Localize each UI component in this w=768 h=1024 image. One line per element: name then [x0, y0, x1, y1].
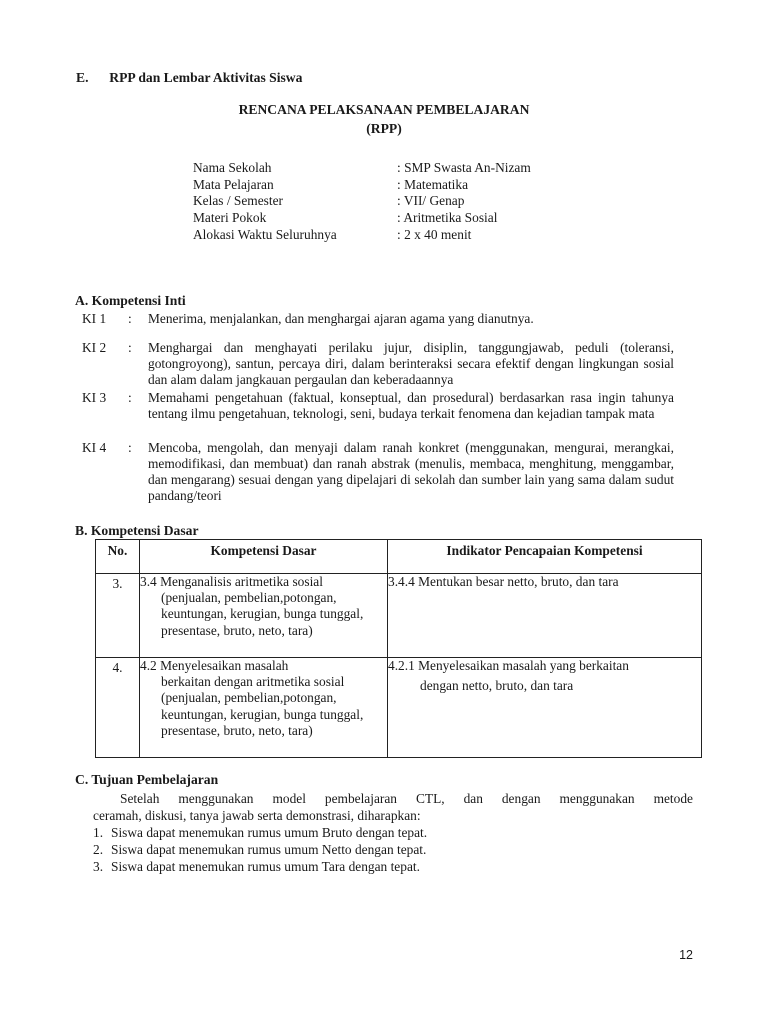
row-number: 3. — [96, 574, 140, 658]
kd-cell — [140, 574, 388, 658]
goal-number: 3. — [93, 859, 104, 874]
ki-code: KI 3 — [82, 390, 107, 405]
header-indikator: Indikator Pencapaian Kompetensi — [388, 540, 702, 574]
identity-value: : 2 x 40 menit — [397, 227, 472, 242]
goal-text: Siswa dapat menemukan rumus umum Tara dengan tepat. — [111, 859, 420, 874]
ki-text: Menerima, menjalankan, dan menghargai ajaran agama yang dianutnya. — [148, 311, 534, 326]
ki-colon: : — [128, 340, 132, 355]
ki-colon: : — [128, 390, 132, 405]
goal-text: Siswa dapat menemukan rumus umum Bruto dengan tepat. — [111, 825, 428, 840]
header-kompetensi-dasar: Kompetensi Dasar — [140, 540, 388, 574]
ki-code: KI 2 — [82, 340, 107, 355]
ki-code: KI 1 — [82, 311, 107, 326]
section-a-title: A. Kompetensi Inti — [75, 293, 186, 308]
identity-value: : VII/ Genap — [397, 193, 465, 208]
page-number: 12 — [679, 948, 693, 962]
kd-detail: (penjualan, pembelian,potongan, keuntungan, kerugian, bunga tunggal, presentase, bruto, neto, tara) — [161, 590, 364, 638]
ki-code: KI 4 — [82, 440, 107, 455]
identity-label: Alokasi Waktu Seluruhnya — [193, 227, 337, 242]
identity-value: : SMP Swasta An-Nizam — [397, 160, 531, 175]
identity-label: Kelas / Semester — [193, 193, 283, 208]
ki-text: Mencoba, mengolah, dan menyaji dalam ranah konkret (menggunakan, mengurai, merangkai, memodifikasi, dan membuat) dan ranah abstrak (menulis, membaca, menghitung, menggambar, dan mengarang) sesuai dengan yang dipelajari di sekolah dan sumber lain yang sama dalam sudut pandang/teori — [148, 440, 674, 503]
table-row — [96, 574, 702, 658]
ik-first-line: 4.2.1 Menyelesaikan masalah yang berkaitan — [388, 658, 629, 673]
identity-label: Mata Pelajaran — [193, 177, 274, 192]
rpp-title-line1: RENCANA PELAKSANAAN PEMBELAJARAN — [238, 102, 530, 117]
section-c-title: C. Tujuan Pembelajaran — [75, 772, 219, 787]
section-e-letter: E. — [76, 70, 89, 85]
ki-colon: : — [128, 440, 132, 455]
header-no: No. — [96, 540, 140, 574]
goal-intro-line2: ceramah, diskusi, tanya jawab serta demonstrasi, diharapkan: — [93, 808, 421, 823]
table-row — [96, 658, 702, 758]
kd-cell — [140, 658, 388, 758]
identity-label: Materi Pokok — [193, 210, 267, 225]
identity-label: Nama Sekolah — [193, 160, 272, 175]
kd-first-line: 4.2 Menyelesaikan masalah — [140, 658, 289, 673]
goal-intro-line1: Setelah menggunakan model pembelajaran CTL, dan dengan menggunakan metode — [120, 791, 693, 806]
goal-number: 1. — [93, 825, 104, 840]
ki-text: Menghargai dan menghayati perilaku jujur, disiplin, tanggungjawab, peduli (toleransi, gotongroyong), santun, percaya diri, dalam berinteraksi secara efektif dengan lingkungan sosial dan alam dalam jangkauan pergaulan dan keberadaannya — [148, 340, 674, 387]
kd-detail: berkaitan dengan aritmetika sosial (penjualan, pembelian,potongan, keuntungan, kerugian, bunga tunggal, presentase, bruto, neto, tara) — [161, 674, 364, 738]
ki-text: Memahami pengetahuan (faktual, konseptual, dan prosedural) berdasarkan rasa ingin tahunya tentang ilmu pengetahuan, teknologi, seni, budaya terkait fenomena dan kejadian tampak mata — [148, 390, 674, 421]
row-number: 4. — [96, 658, 140, 758]
ik-cell — [388, 658, 702, 758]
ik-cell — [388, 574, 702, 658]
rpp-title-line2: (RPP) — [366, 121, 402, 136]
ik-first-line: 3.4.4 Mentukan besar netto, bruto, dan tara — [388, 574, 619, 589]
kompetensi-dasar-table — [95, 539, 702, 758]
goal-number: 2. — [93, 842, 104, 857]
section-e-heading — [76, 70, 302, 86]
identity-value: : Aritmetika Sosial — [397, 210, 498, 225]
section-e-title: RPP dan Lembar Aktivitas Siswa — [109, 70, 303, 85]
identity-value: : Matematika — [397, 177, 469, 192]
kd-first-line: 3.4 Menganalisis aritmetika sosial — [140, 574, 323, 589]
section-b-title: B. Kompetensi Dasar — [75, 523, 199, 538]
table-header-row — [96, 540, 702, 574]
ik-detail: dengan netto, bruto, dan tara — [420, 678, 574, 694]
goal-text: Siswa dapat menemukan rumus umum Netto dengan tepat. — [111, 842, 427, 857]
ki-colon: : — [128, 311, 132, 326]
